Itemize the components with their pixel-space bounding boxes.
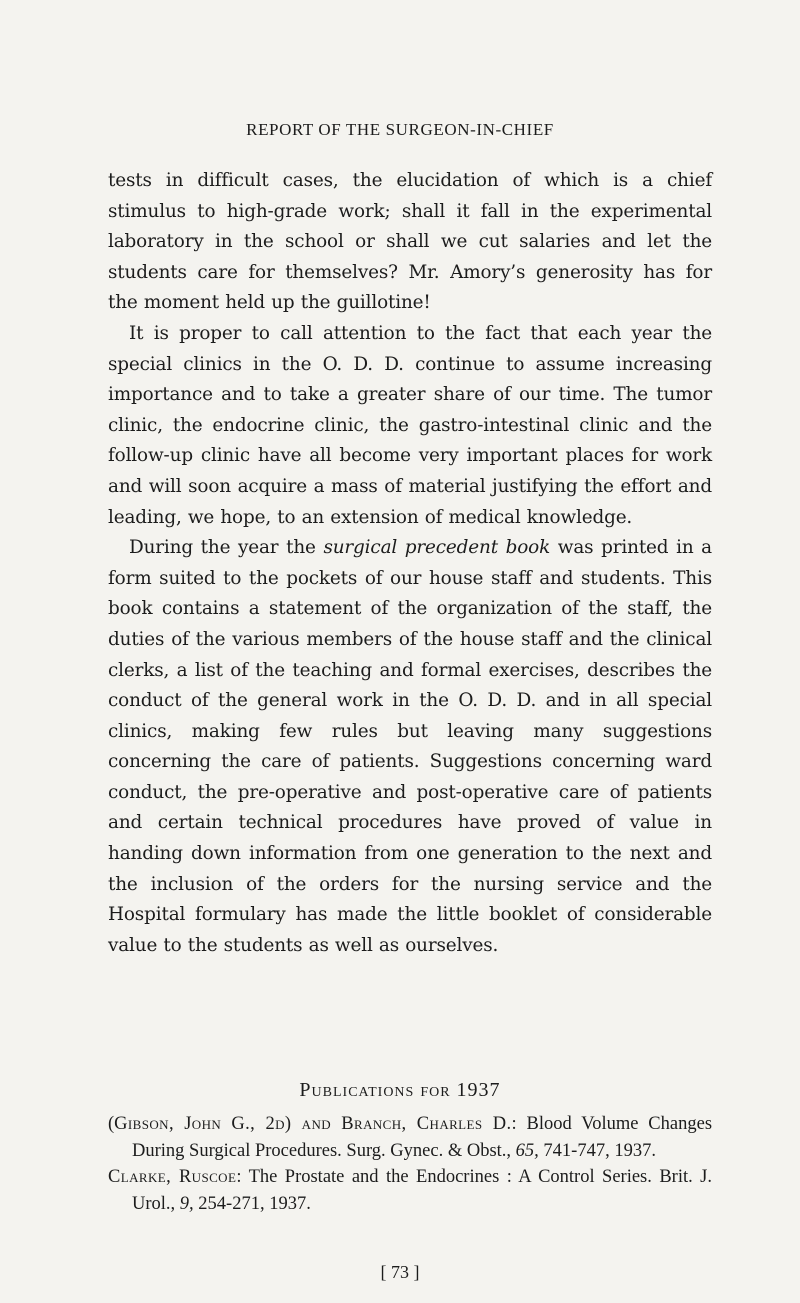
paragraph-special-clinics: It is proper to call attention to the fact that each year the special clinics in the O. D. D. continue to assume increasing importance and to take a greater share of our time. The tumor clinic, the endocrine clinic, the gastro-intestinal clinic and the follow-up clinic have all become very important places for work and will soon acquire a mass of material justifying the effort and leading, we hope, to an extension of medical knowledge. [108, 322, 712, 528]
paragraph-text: During the year the [129, 537, 324, 559]
reference-sep: : [236, 1167, 249, 1187]
paragraph-continuation: tests in difficult cases, the elucidation of which is a chief stimulus to high-grade work; shall it fall in the experimental laboratory in the school or shall we cut salaries and let the students care for themselves? Mr. Amory’s generosity has for the moment held up the guillotine! [108, 170, 712, 314]
publications-list [108, 1111, 712, 1217]
publications-heading: Publications for 1937 [299, 1079, 501, 1101]
paragraph-text: was printed in a form suited to the pockets of our house staff and students. This book contains a statement of the organization of the staff, the duties of the various members of the house staff and the clinical clerks, a list of the teaching and formal exercises, describes the conduct of the general work in the O. D. D. and in all special clinics, making few rules but leaving many suggestions concerning the care of patients. Suggestions concerning ward conduct, the pre-operative and post-operative care of patients and certain technical procedures have proved of value in handing down information from one generation to the next and the inclusion of the orders for the nursing service and the Hospital formulary has made the little booklet of considerable value to the students as well as ourselves. [108, 537, 712, 956]
reference-item [108, 1164, 712, 1217]
book-title: surgical precedent book [323, 537, 551, 559]
reference-authors: Gibson, John G., 2d) and Branch, Charles D. [114, 1114, 512, 1134]
paragraph-precedent-book [108, 533, 712, 961]
body-text [108, 166, 712, 961]
reference-volume: 9, [179, 1193, 194, 1214]
reference-title: The Prostate and the Endocrines : A Control Series. Brit. J. Urol., [132, 1167, 713, 1214]
reference-authors: Clarke, Ruscoe [108, 1167, 237, 1187]
page-number: [ 73 ] [380, 1262, 420, 1282]
reference-sep: : [511, 1114, 527, 1134]
reference-item [108, 1111, 712, 1164]
running-head: REPORT OF THE SURGEON-IN-CHIEF [246, 120, 554, 139]
reference-title: Blood Volume Changes During Surgical Procedures. Surg. Gynec. & Obst., [132, 1114, 713, 1161]
reference-pages: 254-271, 1937. [193, 1193, 311, 1214]
reference-volume: 65, [515, 1140, 539, 1161]
reference-pages: 741-747, 1937. [538, 1140, 656, 1161]
reference-open: ( [108, 1114, 115, 1134]
